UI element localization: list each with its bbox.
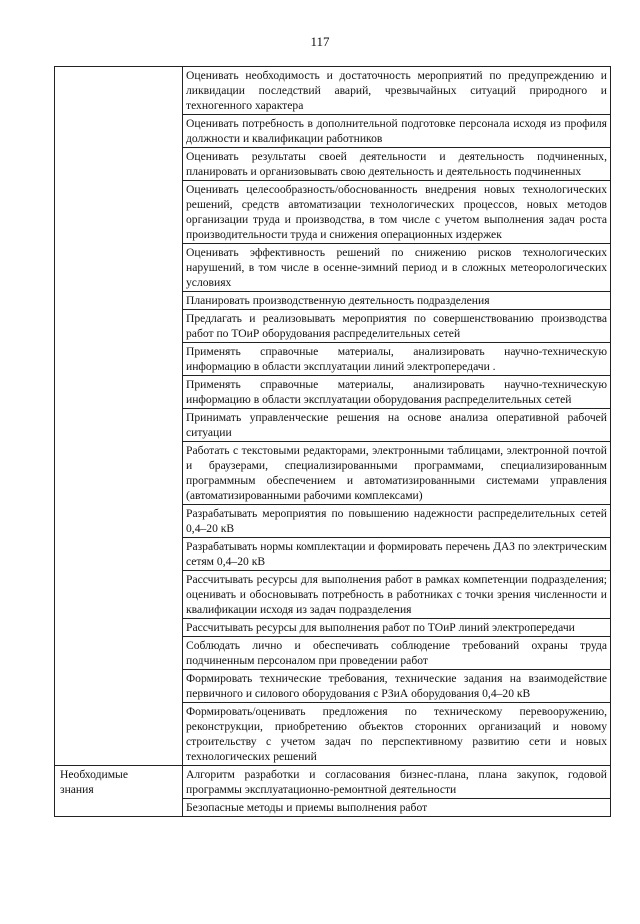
table-cell: Оценивать необходимость и достаточность мероприятий по предупреждению и ликвидации последствий аварий, чрезвычайных ситуаций природного и техногенного характера — [183, 67, 611, 115]
table-cell: Планировать производственную деятельность подразделения — [183, 292, 611, 310]
table-row — [55, 67, 611, 115]
table-cell: Алгоритм разработки и согласования бизнес-плана, плана закупок, годовой программы эксплуатационно-ремонтной деятельности — [183, 766, 611, 799]
page-number: 117 — [310, 34, 330, 49]
table-cell: Оценивать потребность в дополнительной подготовке персонала исходя из профиля должности и квалификации работников — [183, 115, 611, 148]
row-label-knowledge — [55, 766, 183, 817]
table-cell: Оценивать эффективность решений по снижению рисков технологических нарушений, в том числе в осенне-зимний период и в сложных метеорологических условиях — [183, 244, 611, 292]
table-cell: Оценивать результаты своей деятельности и деятельность подчиненных, планировать и организовывать свою деятельность и деятельность подчиненных — [183, 148, 611, 181]
table-cell: Соблюдать лично и обеспечивать соблюдение требований охраны труда подчиненным персоналом при проведении работ — [183, 637, 611, 670]
table-cell: Предлагать и реализовывать мероприятия по совершенствованию производства работ по ТОиР оборудования распределительных сетей — [183, 310, 611, 343]
table-cell: Применять справочные материалы, анализировать научно-техническую информацию в области эксплуатации оборудования распределительных сетей — [183, 376, 611, 409]
competency-table — [54, 66, 611, 817]
table-cell: Формировать технические требования, технические задания на взаимодействие первичного и силового оборудования с РЗиА оборудования 0,4–20 кВ — [183, 670, 611, 703]
row-label-line: Необходимые — [60, 768, 128, 781]
table-cell: Разрабатывать мероприятия по повышению надежности распределительных сетей 0,4–20 кВ — [183, 505, 611, 538]
table-cell: Работать с текстовыми редакторами, электронными таблицами, электронной почтой и браузерами, специализированными программами, специализированным программным обеспечением и автоматизированными системами управления (автоматизированными рабочими комплексами) — [183, 442, 611, 505]
table-cell: Оценивать целесообразность/обоснованность внедрения новых технологических решений, средств автоматизации технологических процессов, новых методов организации труда и производства, в том числе с учетом выполнения задач роста производительности труда и снижения операционных издержек — [183, 181, 611, 244]
table-cell: Безопасные методы и приемы выполнения работ — [183, 799, 611, 817]
table-cell: Рассчитывать ресурсы для выполнения работ по ТОиР линий электропередачи — [183, 619, 611, 637]
row-label-line: знания — [60, 783, 94, 796]
table-cell: Разрабатывать нормы комплектации и формировать перечень ДАЗ по электрическим сетям 0,4–20 кВ — [183, 538, 611, 571]
table-cell: Формировать/оценивать предложения по техническому перевооружению, реконструкции, приобретению объектов сторонних организаций и новому строительству с учетом задач по перспективному развитию сети и новых технологических решений — [183, 703, 611, 766]
table-cell: Рассчитывать ресурсы для выполнения работ в рамках компетенции подразделения; оценивать и обосновывать потребность в работниках с точки зрения численности и квалификации исходя из задач подразделения — [183, 571, 611, 619]
row-label-skills — [55, 67, 183, 766]
table-row — [55, 766, 611, 799]
table-cell: Принимать управленческие решения на основе анализа оперативной рабочей ситуации — [183, 409, 611, 442]
table-cell: Применять справочные материалы, анализировать научно-техническую информацию в области эксплуатации линий электропередачи . — [183, 343, 611, 376]
